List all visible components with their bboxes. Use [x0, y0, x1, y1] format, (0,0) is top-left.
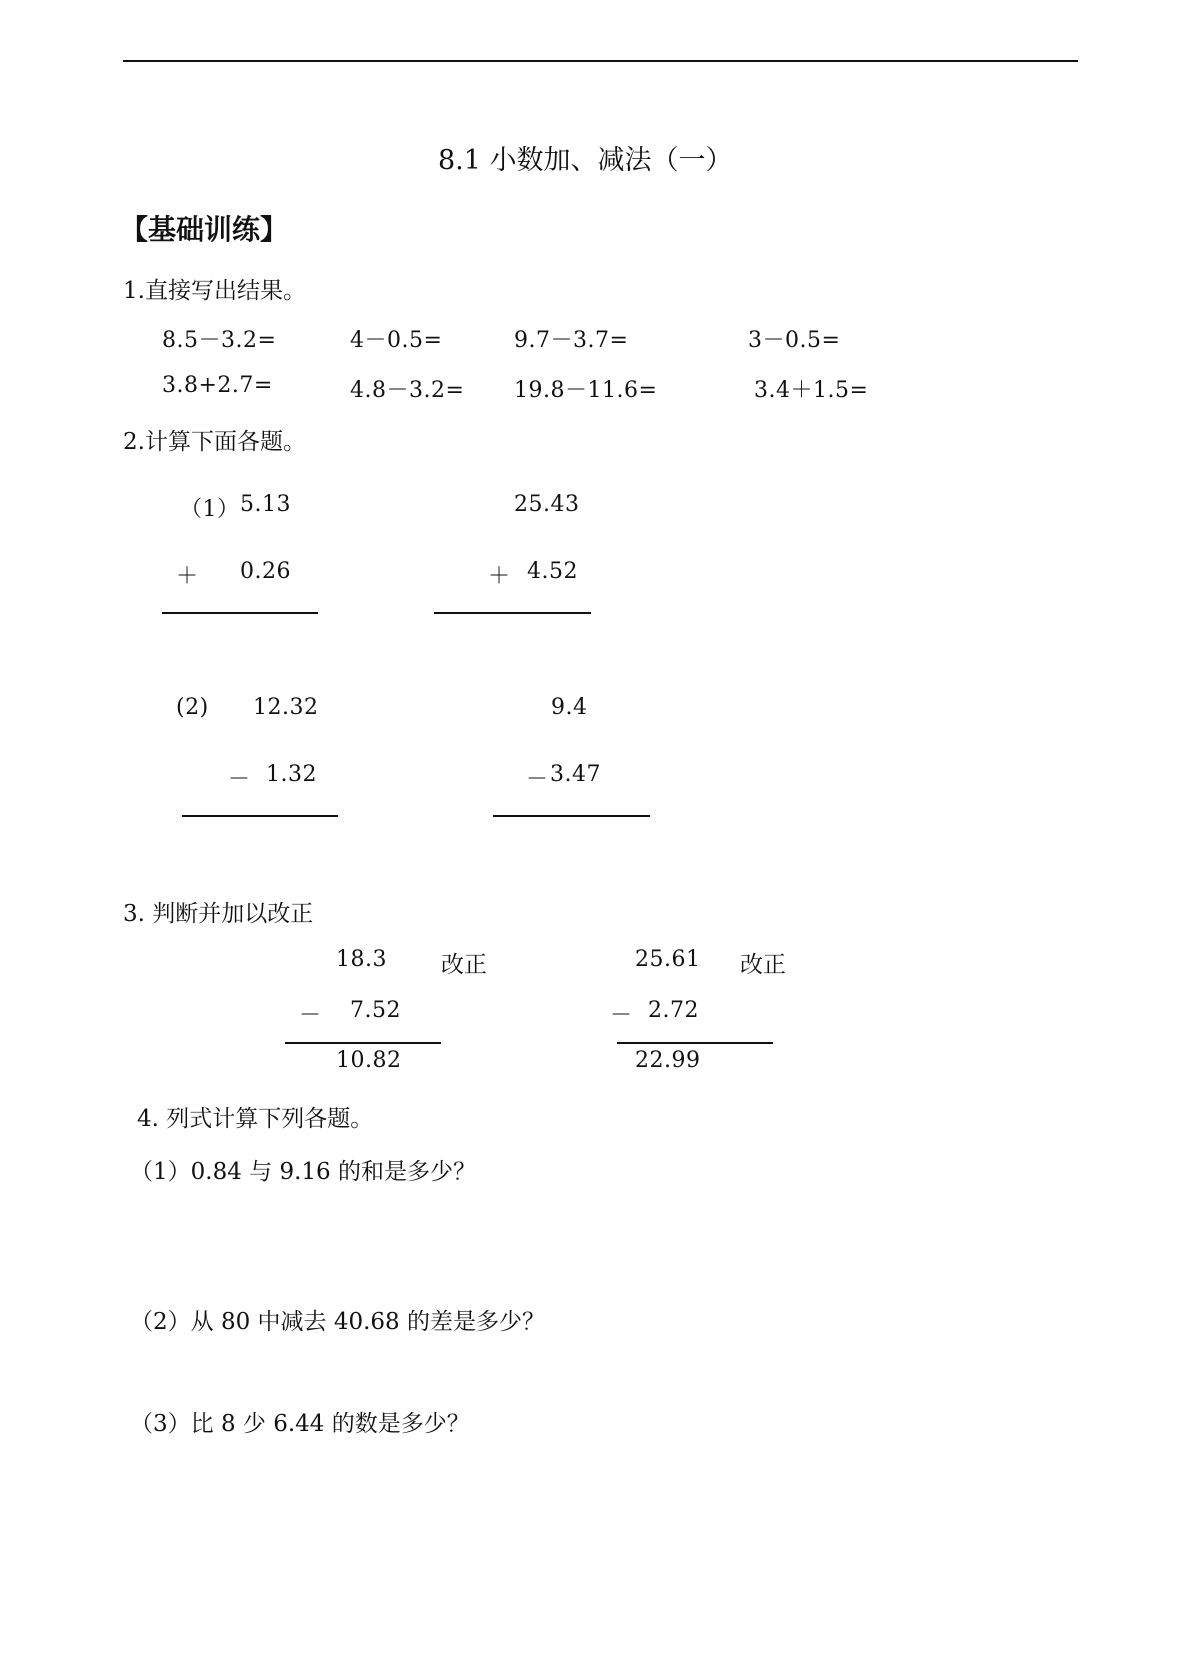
q1-item: 3.8+2.7= [162, 373, 273, 398]
q4-item: （3）比 8 少 6.44 的数是多少？ [130, 1411, 470, 1437]
q2-p1b-line [434, 612, 591, 614]
q2-p1b-bottom: 4.52 [527, 559, 578, 584]
q1-item: 9.7－3.7= [514, 328, 629, 353]
q3b-correct-label: 改正 [740, 952, 786, 978]
q4-item: （1）0.84 与 9.16 的和是多少？ [130, 1159, 476, 1185]
q3a-result: 10.82 [336, 1048, 402, 1073]
header-rule [123, 60, 1078, 62]
q2-p2a-op: － [228, 767, 251, 792]
q3-prompt: 3. 判断并加以改正 [123, 901, 314, 927]
q2-p2a-top: 12.32 [253, 695, 319, 720]
q2-p2a-line [182, 815, 338, 817]
q2-p2a-bottom: 1.32 [266, 762, 317, 787]
q3b-bottom: 2.72 [648, 998, 699, 1023]
q3a-bottom: 7.52 [350, 998, 401, 1023]
q3a-top: 18.3 [336, 947, 387, 972]
q1-item: 8.5－3.2= [162, 328, 277, 353]
section-heading: 【基础训练】 [120, 213, 289, 246]
q1-prompt: 1.直接写出结果。 [123, 278, 306, 304]
q3b-result: 22.99 [635, 1048, 701, 1073]
q2-p1a-line [162, 612, 318, 614]
q3b-op: － [610, 1003, 633, 1028]
q2-p1-label: （1） [180, 497, 240, 522]
q2-p1b-top: 25.43 [514, 492, 580, 517]
q2-p2b-op: － [526, 767, 549, 792]
q3b-line [617, 1042, 773, 1044]
q4-prompt: 4. 列式计算下列各题。 [137, 1106, 374, 1132]
q1-item: 19.8－11.6= [514, 378, 658, 403]
q2-p2-label: (2) [176, 695, 209, 720]
q1-item: 4.8－3.2= [350, 378, 465, 403]
q2-prompt: 2.计算下面各题。 [123, 429, 306, 455]
q4-item: （2）从 80 中减去 40.68 的差是多少？ [130, 1309, 545, 1335]
q3b-top: 25.61 [635, 947, 701, 972]
q2-p2b-top: 9.4 [551, 695, 588, 720]
q2-p1a-top: 5.13 [240, 492, 291, 517]
q1-item: 4－0.5= [350, 328, 443, 353]
q2-p1b-op: ＋ [488, 564, 511, 589]
page-title: 8.1 小数加、减法（一） [438, 145, 733, 176]
q2-p2b-bottom: 3.47 [550, 762, 601, 787]
q2-p2b-line [493, 815, 650, 817]
q3a-correct-label: 改正 [441, 952, 487, 978]
q2-p1a-op: ＋ [176, 564, 199, 589]
q1-item: 3.4＋1.5= [754, 378, 869, 403]
q2-p1a-bottom: 0.26 [240, 559, 291, 584]
q1-item: 3－0.5= [748, 328, 841, 353]
q3a-op: － [299, 1003, 322, 1028]
q3a-line [285, 1042, 441, 1044]
